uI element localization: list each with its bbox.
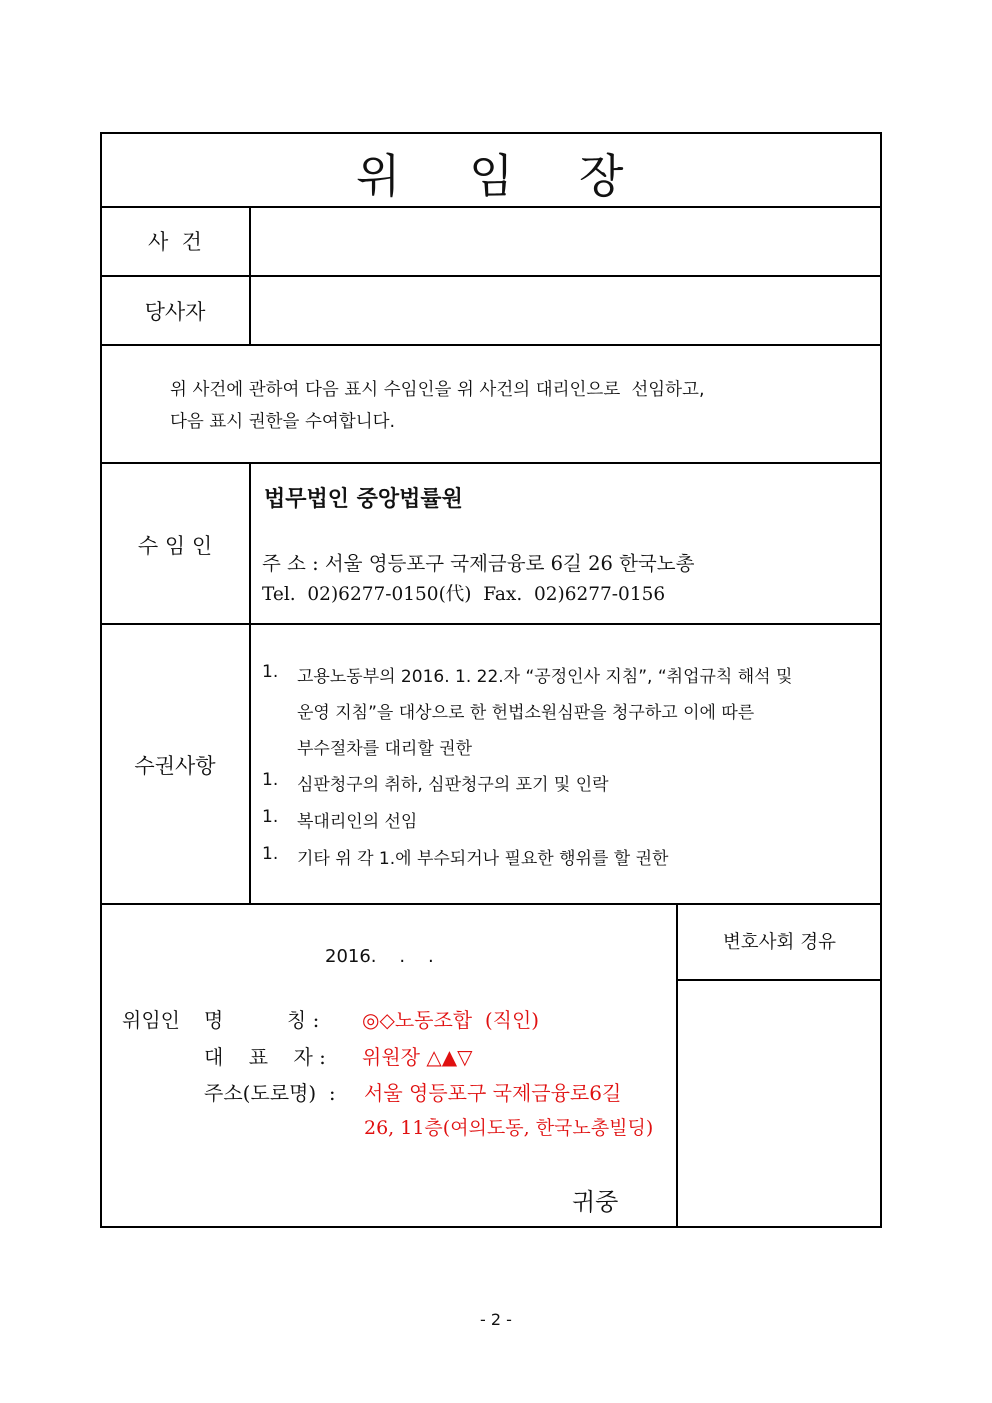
representative-label: 대 표 자 : xyxy=(204,1045,326,1069)
law-firm-name: 법무법인 중앙법률원 xyxy=(264,486,463,512)
column-divider xyxy=(249,462,251,904)
power-item-text: 복대리인의 선임 xyxy=(297,812,418,832)
principal-name-label: 명 칭 : xyxy=(204,1008,320,1032)
attorney-contact: Tel. 02)6277-0150(代) Fax. 02)6277-0156 xyxy=(262,584,666,605)
power-item-text: 운영 지침”을 대상으로 한 헌법소원심판을 청구하고 이에 따른 xyxy=(297,703,755,723)
title-char: 위 xyxy=(356,149,401,203)
power-item-text: 기타 위 각 1.에 부수되거나 필요한 행위를 할 권한 xyxy=(297,849,669,869)
power-item-text: 고용노동부의 2016. 1. 22.자 “공정인사 지침”, “취업규칙 해석 및 xyxy=(297,667,793,687)
attorney-label: 수 임 인 xyxy=(137,534,213,558)
addressee: 귀중 xyxy=(572,1188,619,1216)
power-item-number: 1. xyxy=(262,844,279,864)
signature-date: 2016. . . xyxy=(325,946,434,967)
party-label: 당사자 xyxy=(144,300,206,324)
bar-association-label: 변호사회 경유 xyxy=(722,932,837,953)
title-char: 임 xyxy=(469,149,514,203)
page-title xyxy=(579,140,623,206)
power-item-text: 부수절차를 대리할 권한 xyxy=(297,739,473,759)
power-item-text: 심판청구의 취하, 심판청구의 포기 및 인락 xyxy=(297,775,609,795)
divider xyxy=(100,903,882,905)
divider xyxy=(100,462,882,464)
divider xyxy=(100,275,882,277)
powers-label: 수권사항 xyxy=(134,754,216,778)
statement-line: 위 사건에 관하여 다음 표시 수임인을 위 사건의 대리인으로 선임하고, xyxy=(170,380,705,400)
power-item-number: 1. xyxy=(262,662,279,682)
representative-value: 위원장 △▲▽ xyxy=(362,1045,473,1069)
principal-label: 위임인 xyxy=(122,1008,180,1032)
power-item-number: 1. xyxy=(262,770,279,790)
page-number: - 2 - xyxy=(480,1310,512,1329)
divider xyxy=(677,979,882,981)
principal-address-line: 서울 영등포구 국제금융로6길 xyxy=(364,1081,622,1105)
title-char: 장 xyxy=(579,149,624,203)
divider xyxy=(100,206,882,208)
principal-address-line: 26, 11층(여의도동, 한국노총빌딩) xyxy=(364,1117,654,1139)
attorney-address: 주 소 : 서울 영등포구 국제금융로 6길 26 한국노총 xyxy=(262,552,695,575)
divider xyxy=(100,344,882,346)
statement-line: 다음 표시 권한을 수여합니다. xyxy=(170,412,396,432)
page-title xyxy=(469,140,513,206)
principal-name-value: ◎◇노동조합 (직인) xyxy=(362,1008,540,1032)
principal-address-label: 주소(도로명) : xyxy=(204,1081,336,1105)
power-item-number: 1. xyxy=(262,807,279,827)
divider xyxy=(100,623,882,625)
page-title xyxy=(356,140,400,206)
case-label: 사 건 xyxy=(148,230,202,254)
